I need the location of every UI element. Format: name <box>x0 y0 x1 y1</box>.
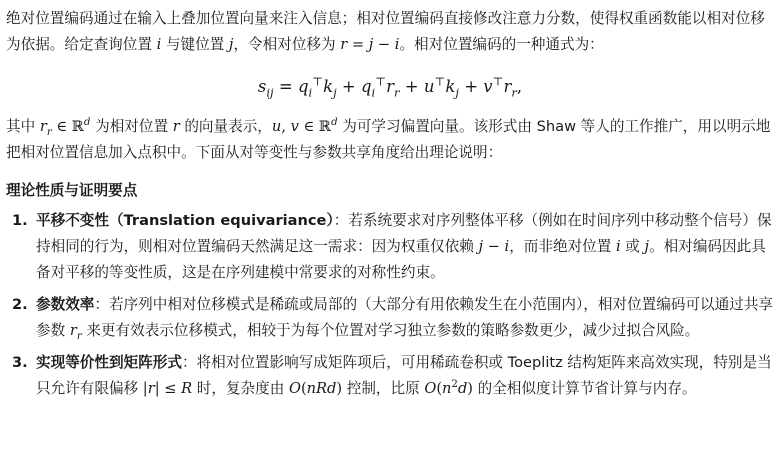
section-heading: 理论性质与证明要点 <box>6 182 138 199</box>
math-j-minus-i: j − i <box>478 238 510 255</box>
explain-text: 为可学习偏置向量。该形式由 Shaw 等人的工作推广，用以明示地把相对位置信息加入点积中。下面从对等变性与参数共享角度给出理论说明： <box>6 118 771 161</box>
item-text: 。相对编码因此具备对平移的等变性质，这是在序列建模中常要求的对称性约束。 <box>36 238 766 281</box>
math-offset-bound: |r| ≤ R <box>142 380 193 397</box>
intro-text: 。相对位置编码的一种通式为： <box>399 36 604 53</box>
math-j: j <box>644 238 650 255</box>
explain-text: 其中 <box>6 118 40 135</box>
list-number: 2. <box>12 296 28 313</box>
intro-text: 绝对位置编码通过在输入上叠加位置向量来注入信息；相对位置编码直接修改注意力分数，使得权重函数能以相对位移为依据。给定查询位置 <box>6 10 765 53</box>
list-number: 3. <box>12 354 28 371</box>
item-title: 实现等价性到矩阵形式 <box>36 354 182 371</box>
item-text: ：将相对位置影响写成矩阵项后，可用稀疏卷积或 Toeplitz 结构矩阵来高效实现，特别是当只允许有限偏移 <box>36 354 772 397</box>
math-i: i <box>156 36 162 53</box>
item-text: ，而非绝对位置 <box>509 238 616 255</box>
math-r: r <box>172 118 180 135</box>
item-text: 的全相似度计算节省计算与内存。 <box>472 380 697 397</box>
item-title: 参数效率 <box>36 296 95 313</box>
item-text: 或 <box>620 238 645 255</box>
intro-text: ，令相对位移为 <box>233 36 341 53</box>
math-r-r: $r_r$ <box>69 322 82 342</box>
math-uv-in-Rd: u, v ∈ ℝ$^d$ <box>271 117 338 135</box>
item-text: ：若系统要求对序列整体平移（例如在时间序列中移动整个信号）保持相同的行为，则相对位置编码天然满足这一需求：因为权重仅依赖 <box>36 212 772 255</box>
explain-text: 为相对位置 <box>90 118 173 135</box>
list-item <box>6 350 774 402</box>
intro-paragraph <box>6 6 774 58</box>
explain-text: 的向量表示， <box>179 118 272 135</box>
intro-text: 与键位置 <box>161 36 229 53</box>
item-title: 平移不变性（Translation equivariance） <box>36 212 334 229</box>
math-relative-offset: r = j − i <box>340 36 400 53</box>
item-text: ：若序列中相对位移模式是稀疏或局部的（大部分有用依赖发生在小范围内），相对位置编码可以通过共享参数 <box>36 296 774 339</box>
item-text: 时，复杂度由 <box>192 380 289 397</box>
math-i: i <box>615 238 621 255</box>
math-j: j <box>228 36 234 53</box>
math-complexity-full: $O(n^2d)$ <box>424 379 473 397</box>
item-text: 来更有效表示位移模式，相较于为每个位置对学习独立参数的策略参数更少，减少过拟合风险。 <box>81 322 700 339</box>
properties-list <box>6 208 774 402</box>
item-text: 控制，比原 <box>342 380 425 397</box>
math-rr-in-Rd: $r_r$ ∈ ℝ$^d$ <box>39 117 91 138</box>
attention-score-formula: $s_{ij} = q_i^⊤k_j + q_i^⊤r_r + u^⊤k_j + v^⊤r_r$, <box>257 74 523 100</box>
list-item <box>6 292 774 344</box>
math-complexity-sparse: O(nRd) <box>288 380 343 397</box>
explanation-paragraph <box>6 114 774 166</box>
list-item <box>6 208 774 286</box>
list-number: 1. <box>12 212 28 229</box>
